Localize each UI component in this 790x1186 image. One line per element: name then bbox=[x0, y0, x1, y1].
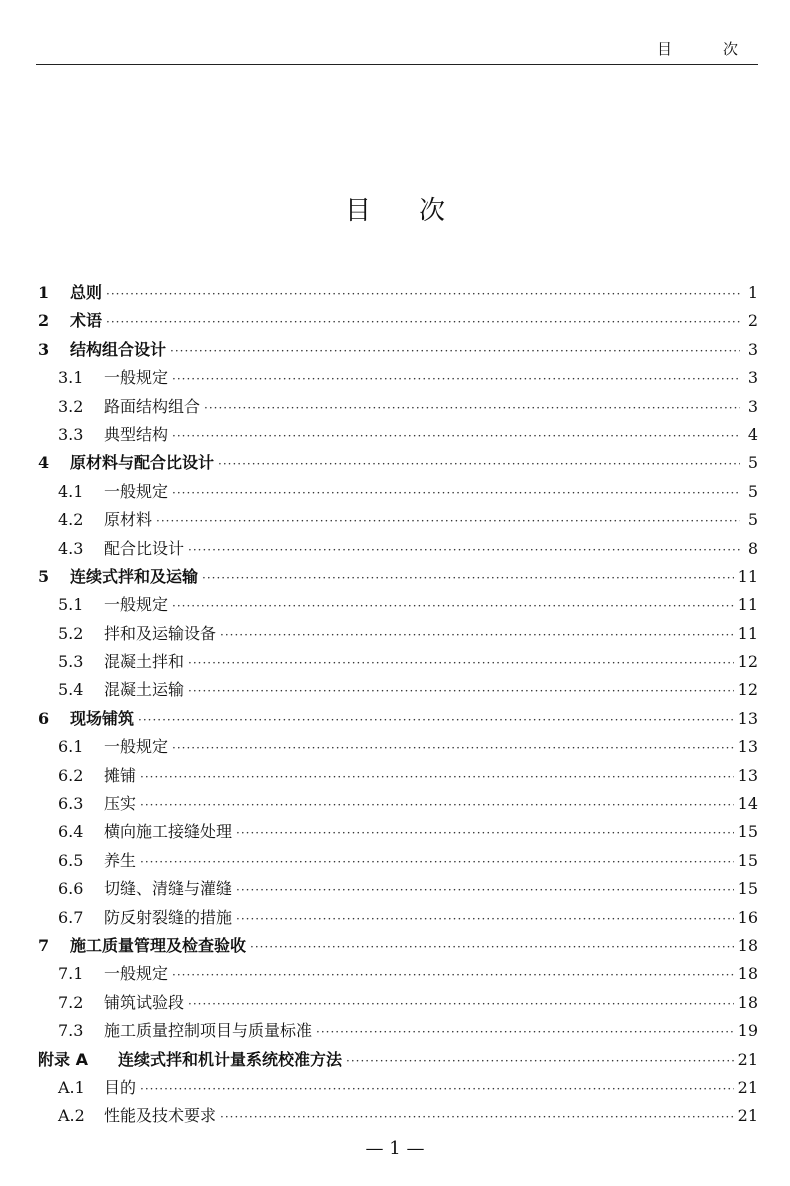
toc-entry-number: 4.1 bbox=[58, 481, 84, 501]
toc-entry-number: 4 bbox=[38, 453, 50, 473]
toc-entry[interactable] bbox=[38, 905, 758, 933]
toc-entry-title: 铺筑试验段 bbox=[104, 992, 185, 1012]
toc-entry-title: 养生 bbox=[104, 850, 137, 870]
toc-entry-page: 5 bbox=[747, 481, 758, 501]
toc-entry-number: 6.7 bbox=[58, 907, 84, 927]
toc-entry-number: 7.1 bbox=[58, 964, 84, 984]
toc-entry-number: A.1 bbox=[58, 1077, 85, 1097]
header-rule bbox=[36, 64, 758, 65]
dot-leader bbox=[218, 457, 740, 471]
toc-entry[interactable] bbox=[38, 479, 758, 507]
toc-entry[interactable] bbox=[38, 677, 758, 705]
toc-entry-page: 3 bbox=[747, 396, 758, 416]
toc-entry-title: 一般规定 bbox=[104, 368, 169, 388]
toc-entry-title: 施工质量管理及检查验收 bbox=[70, 935, 247, 955]
toc-entry-number: 6.2 bbox=[58, 765, 84, 785]
toc-entry-number: 1 bbox=[38, 283, 50, 302]
toc-entry-title: 路面结构组合 bbox=[104, 396, 201, 416]
toc-entry[interactable] bbox=[38, 1075, 758, 1103]
toc-entry-number: 4.3 bbox=[58, 538, 84, 558]
toc-entry[interactable] bbox=[38, 280, 758, 308]
dot-leader bbox=[346, 1054, 734, 1068]
toc-entry[interactable] bbox=[38, 763, 758, 791]
toc-entry-number: 6.6 bbox=[58, 879, 84, 899]
toc-entry-number: 5.2 bbox=[58, 623, 84, 643]
toc-entry-title: 目的 bbox=[104, 1077, 137, 1097]
toc-entry-number: 7.3 bbox=[58, 1021, 84, 1041]
toc-entry-title: 术语 bbox=[70, 311, 103, 331]
dot-leader bbox=[106, 315, 740, 329]
dot-leader bbox=[188, 997, 734, 1011]
dot-leader bbox=[236, 912, 734, 926]
dot-leader bbox=[106, 287, 740, 301]
toc-entry-number: 4.2 bbox=[58, 510, 84, 530]
toc-entry-title: 连续式拌和及运输 bbox=[70, 566, 199, 586]
dot-leader bbox=[250, 940, 734, 954]
toc-entry-number: 6 bbox=[38, 708, 50, 728]
toc-entry-page: 15 bbox=[737, 822, 758, 842]
toc-entry[interactable] bbox=[38, 1047, 758, 1075]
toc-entry-title: 一般规定 bbox=[104, 595, 169, 615]
toc-entry[interactable] bbox=[38, 308, 758, 336]
toc-entry-page: 3 bbox=[747, 339, 758, 359]
toc-entry-number: 6.3 bbox=[58, 794, 84, 814]
toc-entry[interactable] bbox=[38, 394, 758, 422]
toc-entry-page: 21 bbox=[737, 1106, 758, 1126]
toc-entry[interactable] bbox=[38, 536, 758, 564]
dot-leader bbox=[204, 401, 740, 415]
table-of-contents bbox=[38, 280, 758, 1132]
toc-entry-title: 原材料 bbox=[104, 510, 153, 530]
toc-entry-title: 典型结构 bbox=[104, 424, 169, 444]
toc-entry-title: 施工质量控制项目与质量标准 bbox=[104, 1021, 313, 1041]
toc-entry-page: 1 bbox=[747, 283, 758, 302]
toc-entry-number: 6.4 bbox=[58, 822, 84, 842]
toc-entry-title: 混凝土拌和 bbox=[104, 652, 185, 672]
toc-entry[interactable] bbox=[38, 365, 758, 393]
toc-entry[interactable] bbox=[38, 1018, 758, 1046]
toc-entry-page: 13 bbox=[737, 708, 758, 728]
dot-leader bbox=[156, 514, 740, 528]
toc-entry[interactable] bbox=[38, 337, 758, 365]
toc-entry-number: 6.5 bbox=[58, 850, 84, 870]
toc-entry-number: 7 bbox=[38, 935, 50, 955]
running-head: 目 次 bbox=[656, 40, 756, 58]
toc-entry-number: 3 bbox=[38, 339, 50, 359]
toc-entry[interactable] bbox=[38, 791, 758, 819]
toc-entry-title: 切缝、清缝与灌缝 bbox=[104, 879, 233, 899]
dot-leader bbox=[138, 713, 734, 727]
toc-entry-title: 现场铺筑 bbox=[70, 708, 135, 728]
toc-entry-title: 总则 bbox=[70, 283, 103, 302]
toc-entry[interactable] bbox=[38, 649, 758, 677]
toc-entry-page: 16 bbox=[737, 907, 758, 927]
toc-entry-page: 12 bbox=[737, 652, 758, 672]
toc-entry-title: 一般规定 bbox=[104, 481, 169, 501]
dot-leader bbox=[202, 571, 734, 585]
toc-entry-number: 3.3 bbox=[58, 424, 84, 444]
dot-leader bbox=[188, 684, 734, 698]
toc-entry[interactable] bbox=[38, 933, 758, 961]
toc-entry-page: 18 bbox=[737, 935, 758, 955]
page-title: 目次 bbox=[344, 196, 493, 226]
dot-leader bbox=[140, 1082, 734, 1096]
toc-entry[interactable] bbox=[38, 990, 758, 1018]
toc-entry[interactable] bbox=[38, 819, 758, 847]
dot-leader bbox=[172, 741, 734, 755]
dot-leader bbox=[140, 770, 734, 784]
toc-entry-page: 21 bbox=[737, 1077, 758, 1097]
toc-entry-title: 横向施工接缝处理 bbox=[104, 822, 233, 842]
toc-entry-page: 8 bbox=[747, 538, 758, 558]
page-number: — 1 — bbox=[365, 1138, 425, 1159]
toc-entry-page: 18 bbox=[737, 992, 758, 1012]
toc-entry-number: 3.2 bbox=[58, 396, 84, 416]
toc-entry-page: 5 bbox=[747, 453, 758, 473]
toc-entry-number: 5.4 bbox=[58, 680, 84, 700]
toc-entry-title: 结构组合设计 bbox=[70, 339, 167, 359]
toc-entry-page: 5 bbox=[747, 510, 758, 530]
dot-leader bbox=[172, 372, 740, 386]
toc-entry-title: 拌和及运输设备 bbox=[104, 623, 217, 643]
toc-entry-number: 5.1 bbox=[58, 595, 84, 615]
toc-entry-page: 12 bbox=[737, 680, 758, 700]
toc-entry-title: 连续式拌和机计量系统校准方法 bbox=[118, 1049, 343, 1069]
toc-entry-page: 11 bbox=[737, 566, 758, 586]
toc-entry-number: 7.2 bbox=[58, 992, 84, 1012]
dot-leader bbox=[140, 798, 734, 812]
toc-entry-number: 3.1 bbox=[58, 368, 84, 388]
toc-entry-page: 2 bbox=[747, 311, 758, 331]
toc-entry-number: 附录 A bbox=[38, 1049, 88, 1069]
dot-leader bbox=[236, 883, 734, 897]
dot-leader bbox=[170, 344, 740, 358]
toc-entry-page: 15 bbox=[737, 879, 758, 899]
toc-entry[interactable] bbox=[38, 734, 758, 762]
toc-entry-number: A.2 bbox=[58, 1106, 85, 1126]
dot-leader bbox=[188, 543, 740, 557]
toc-entry-title: 防反射裂缝的措施 bbox=[104, 907, 233, 927]
toc-entry-page: 19 bbox=[737, 1021, 758, 1041]
dot-leader bbox=[316, 1025, 734, 1039]
toc-entry-title: 一般规定 bbox=[104, 964, 169, 984]
dot-leader bbox=[172, 599, 734, 613]
toc-entry[interactable] bbox=[38, 961, 758, 989]
toc-entry-number: 5 bbox=[38, 566, 50, 586]
toc-entry[interactable] bbox=[38, 848, 758, 876]
toc-entry[interactable] bbox=[38, 564, 758, 592]
dot-leader bbox=[220, 628, 734, 642]
toc-entry-page: 15 bbox=[737, 850, 758, 870]
dot-leader bbox=[140, 855, 734, 869]
toc-entry-number: 2 bbox=[38, 311, 50, 331]
toc-entry-title: 压实 bbox=[104, 794, 137, 814]
toc-entry[interactable] bbox=[38, 876, 758, 904]
toc-entry-number: 6.1 bbox=[58, 737, 84, 757]
toc-entry-page: 13 bbox=[737, 765, 758, 785]
toc-entry-title: 混凝土运输 bbox=[104, 680, 185, 700]
dot-leader bbox=[172, 429, 740, 443]
toc-entry-title: 性能及技术要求 bbox=[104, 1106, 217, 1126]
dot-leader bbox=[236, 826, 734, 840]
toc-entry[interactable] bbox=[38, 1103, 758, 1131]
dot-leader bbox=[220, 1110, 734, 1124]
toc-entry-title: 配合比设计 bbox=[104, 538, 185, 558]
toc-entry[interactable] bbox=[38, 507, 758, 535]
toc-entry-title: 原材料与配合比设计 bbox=[70, 453, 215, 473]
toc-entry[interactable] bbox=[38, 450, 758, 478]
toc-entry-number: 5.3 bbox=[58, 652, 84, 672]
toc-entry-page: 3 bbox=[747, 368, 758, 388]
toc-entry[interactable] bbox=[38, 592, 758, 620]
toc-entry-page: 11 bbox=[737, 595, 758, 615]
toc-entry-title: 摊铺 bbox=[104, 765, 137, 785]
toc-entry[interactable] bbox=[38, 621, 758, 649]
dot-leader bbox=[188, 656, 734, 670]
toc-entry-page: 11 bbox=[737, 623, 758, 643]
toc-entry-page: 21 bbox=[737, 1049, 758, 1069]
dot-leader bbox=[172, 486, 740, 500]
toc-entry-title: 一般规定 bbox=[104, 737, 169, 757]
toc-entry-page: 18 bbox=[737, 964, 758, 984]
toc-entry-page: 4 bbox=[747, 424, 758, 444]
dot-leader bbox=[172, 968, 734, 982]
toc-entry-page: 13 bbox=[737, 737, 758, 757]
toc-entry-page: 14 bbox=[737, 794, 758, 814]
toc-entry[interactable] bbox=[38, 706, 758, 734]
toc-entry[interactable] bbox=[38, 422, 758, 450]
